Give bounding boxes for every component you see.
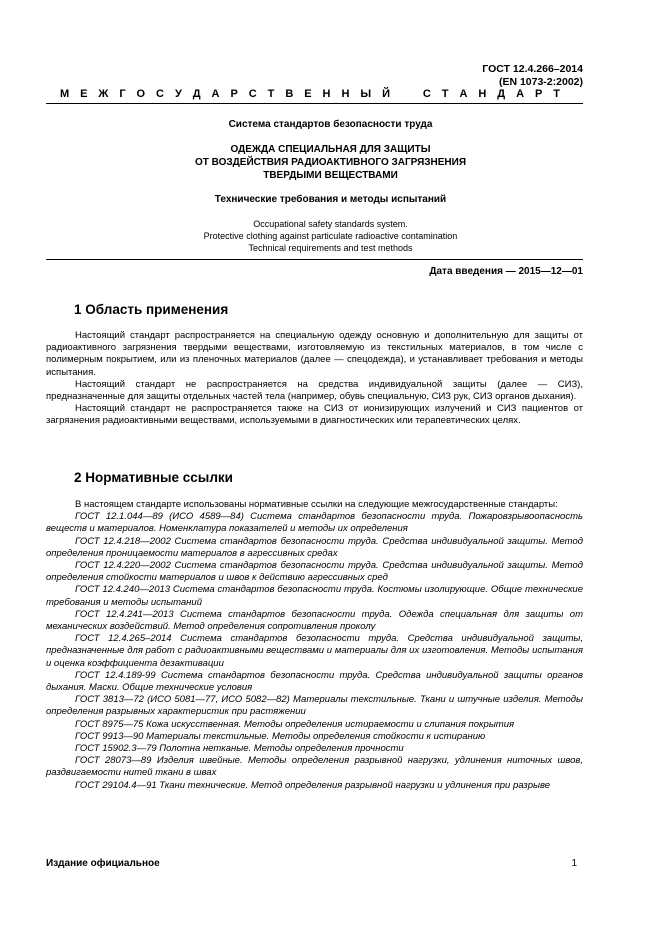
banner-letter: Ы	[360, 88, 372, 100]
title-rule	[46, 259, 583, 260]
banner-letter: Н	[478, 88, 487, 100]
document-title-line-1: ОДЕЖДА СПЕЦИАЛЬНАЯ ДЛЯ ЗАЩИТЫ	[230, 144, 431, 155]
normative-reference: ГОСТ 3813—72 (ИСО 5081—77, ИСО 5082—82) Материалы текстильные. Ткани и штучные изделия. Методы определения разрывных характеристик при растяжении	[46, 694, 583, 718]
english-title-line-1: Occupational safety standards system.	[253, 219, 408, 229]
banner-letter: Т	[267, 88, 275, 100]
banner-letter: С	[156, 88, 164, 100]
normative-reference: ГОСТ 28073—89 Изделия швейные. Методы определения разрывной нагрузки, удлинения ниточных швов, раздвигаемости нитей ткани в швах	[46, 755, 583, 779]
english-title-line-3: Technical requirements and test methods	[248, 243, 413, 253]
normative-reference: ГОСТ 12.4.240—2013 Система стандартов безопасности труда. Костюмы изолирующие. Общие технические требования и методы испытаний	[46, 584, 583, 608]
normative-reference: ГОСТ 8975—75 Кожа искусственная. Методы определения истираемости и слипания покрытия	[75, 718, 515, 730]
section-1-heading: 1 Область применения	[74, 302, 229, 317]
banner-letter: Р	[230, 88, 238, 100]
banner-letter: М	[60, 88, 70, 100]
normative-reference: ГОСТ 12.4.189-99 Система стандартов безопасности труда. Средства индивидуальной защиты органов дыхания. Маски. Общие технические условия	[46, 669, 583, 694]
banner-letter: Е	[80, 88, 88, 100]
system-title: Система стандартов безопасности труда	[228, 119, 433, 130]
section-1-body	[46, 330, 583, 428]
banner-letter: Й	[382, 88, 390, 100]
banner-letter: А	[516, 88, 525, 100]
banner-letter: Н	[341, 88, 350, 100]
document-title-line-2: ОТ ВОЗДЕЙСТВИЯ РАДИОАКТИВНОГО ЗАГРЯЗНЕНИЯ	[194, 157, 467, 168]
banner-letter: В	[285, 88, 294, 100]
normative-reference: ГОСТ 9913—90 Материалы текстильные. Методы определения стойкости к истиранию	[75, 730, 486, 742]
en-standard-code: (EN 1073-2:2002)	[498, 76, 583, 88]
banner-letter: Д	[497, 88, 506, 100]
banner-letter: Т	[441, 88, 449, 100]
section-2-heading: 2 Нормативные ссылки	[74, 470, 233, 485]
banner-letter: Р	[534, 88, 543, 100]
banner-letter: Т	[553, 88, 560, 100]
normative-reference: ГОСТ 12.4.265–2014 Система стандартов безопасности труда. Средства индивидуальной защиты, предназначенные для работ с радиоактивными веществами и материалы для их изготовления. Методы испытания и оценка коэффициента дезактивации	[46, 633, 583, 669]
banner-letter: А	[211, 88, 220, 100]
normative-reference: ГОСТ 29104.4—91 Ткани технические. Метод определения разрывной нагрузки и удлинения при разрыве	[75, 779, 551, 791]
banner-letter: У	[174, 88, 182, 100]
banner-letter: С	[248, 88, 257, 100]
normative-reference: ГОСТ 15902.3—79 Полотна нетканые. Методы определения прочности	[75, 743, 404, 755]
banner-letter: Е	[304, 88, 312, 100]
introduction-date: Дата введения — 2015—12—01	[429, 266, 583, 277]
banner-letter: Н	[322, 88, 331, 100]
banner-letter: Г	[119, 88, 126, 100]
banner-letter: Д	[192, 88, 201, 100]
interstate-standard-banner	[60, 88, 560, 100]
english-title-line-2: Protective clothing against particulate radioactive contamination	[203, 231, 458, 241]
official-edition-label: Издание официальное	[46, 858, 160, 869]
normative-reference: ГОСТ 12.4.218—2002 Система стандартов безопасности труда. Средства индивидуальной защиты. Метод определения проницаемости материалов в агрессивных средах	[46, 535, 583, 559]
standard-code: ГОСТ 12.4.266–2014	[482, 63, 583, 75]
banner-letter: С	[422, 88, 431, 100]
section-2-body	[46, 499, 583, 792]
section-2-intro: В настоящем стандарте использованы нормативные ссылки на следующие межгосударственные стандарты:	[75, 499, 558, 510]
normative-reference: ГОСТ 12.1.044—89 (ИСО 4589—84) Система стандартов безопасности труда. Пожаровзрывоопасность веществ и материалов. Номенклатура показателей и методы их определения	[46, 511, 583, 535]
document-title-line-3: ТВЕРДЫМИ ВЕЩЕСТВАМИ	[263, 170, 398, 181]
document-subtitle: Технические требования и методы испытаний	[214, 194, 447, 205]
normative-reference: ГОСТ 12.4.220—2002 Система стандартов безопасности труда. Средства индивидуальной защиты. Метод определения стойкости материалов и швов к действию агрессивных сред	[46, 560, 583, 584]
section-1-paragraph: Настоящий стандарт не распространяется на средства индивидуальной защиты (далее — СИЗ), предназначенные для защиты отдельных частей тела (например, обувь специальную, СИЗ рук, СИЗ органов дыхания).	[46, 378, 583, 403]
banner-letter: А	[459, 88, 468, 100]
section-1-paragraph: Настоящий стандарт распространяется на специальную одежду основную и дополнительную для защиты от радиоактивного загрязнения твердыми веществами, изготовляемую из текстильных материалов, в том числе с полимерным покрытием, или из пленочных материалов (далее — спецодежда), и устанавливает требования и методы испытания.	[46, 330, 583, 378]
banner-letter: О	[136, 88, 146, 100]
page-number: 1	[571, 858, 577, 869]
normative-reference: ГОСТ 12.4.241—2013 Система стандартов безопасности труда. Одежда специальная для защиты от механических воздействий. Метод определения сопротивления проколу	[46, 608, 583, 633]
header-rule	[46, 103, 583, 104]
section-1-paragraph: Настоящий стандарт не распространяется также на СИЗ от ионизирующих излучений и СИЗ пациентов от загрязнения радиоактивными веществами, используемыми в диагностических или терапевтических целях.	[46, 403, 583, 427]
banner-letter: Ж	[98, 88, 109, 100]
